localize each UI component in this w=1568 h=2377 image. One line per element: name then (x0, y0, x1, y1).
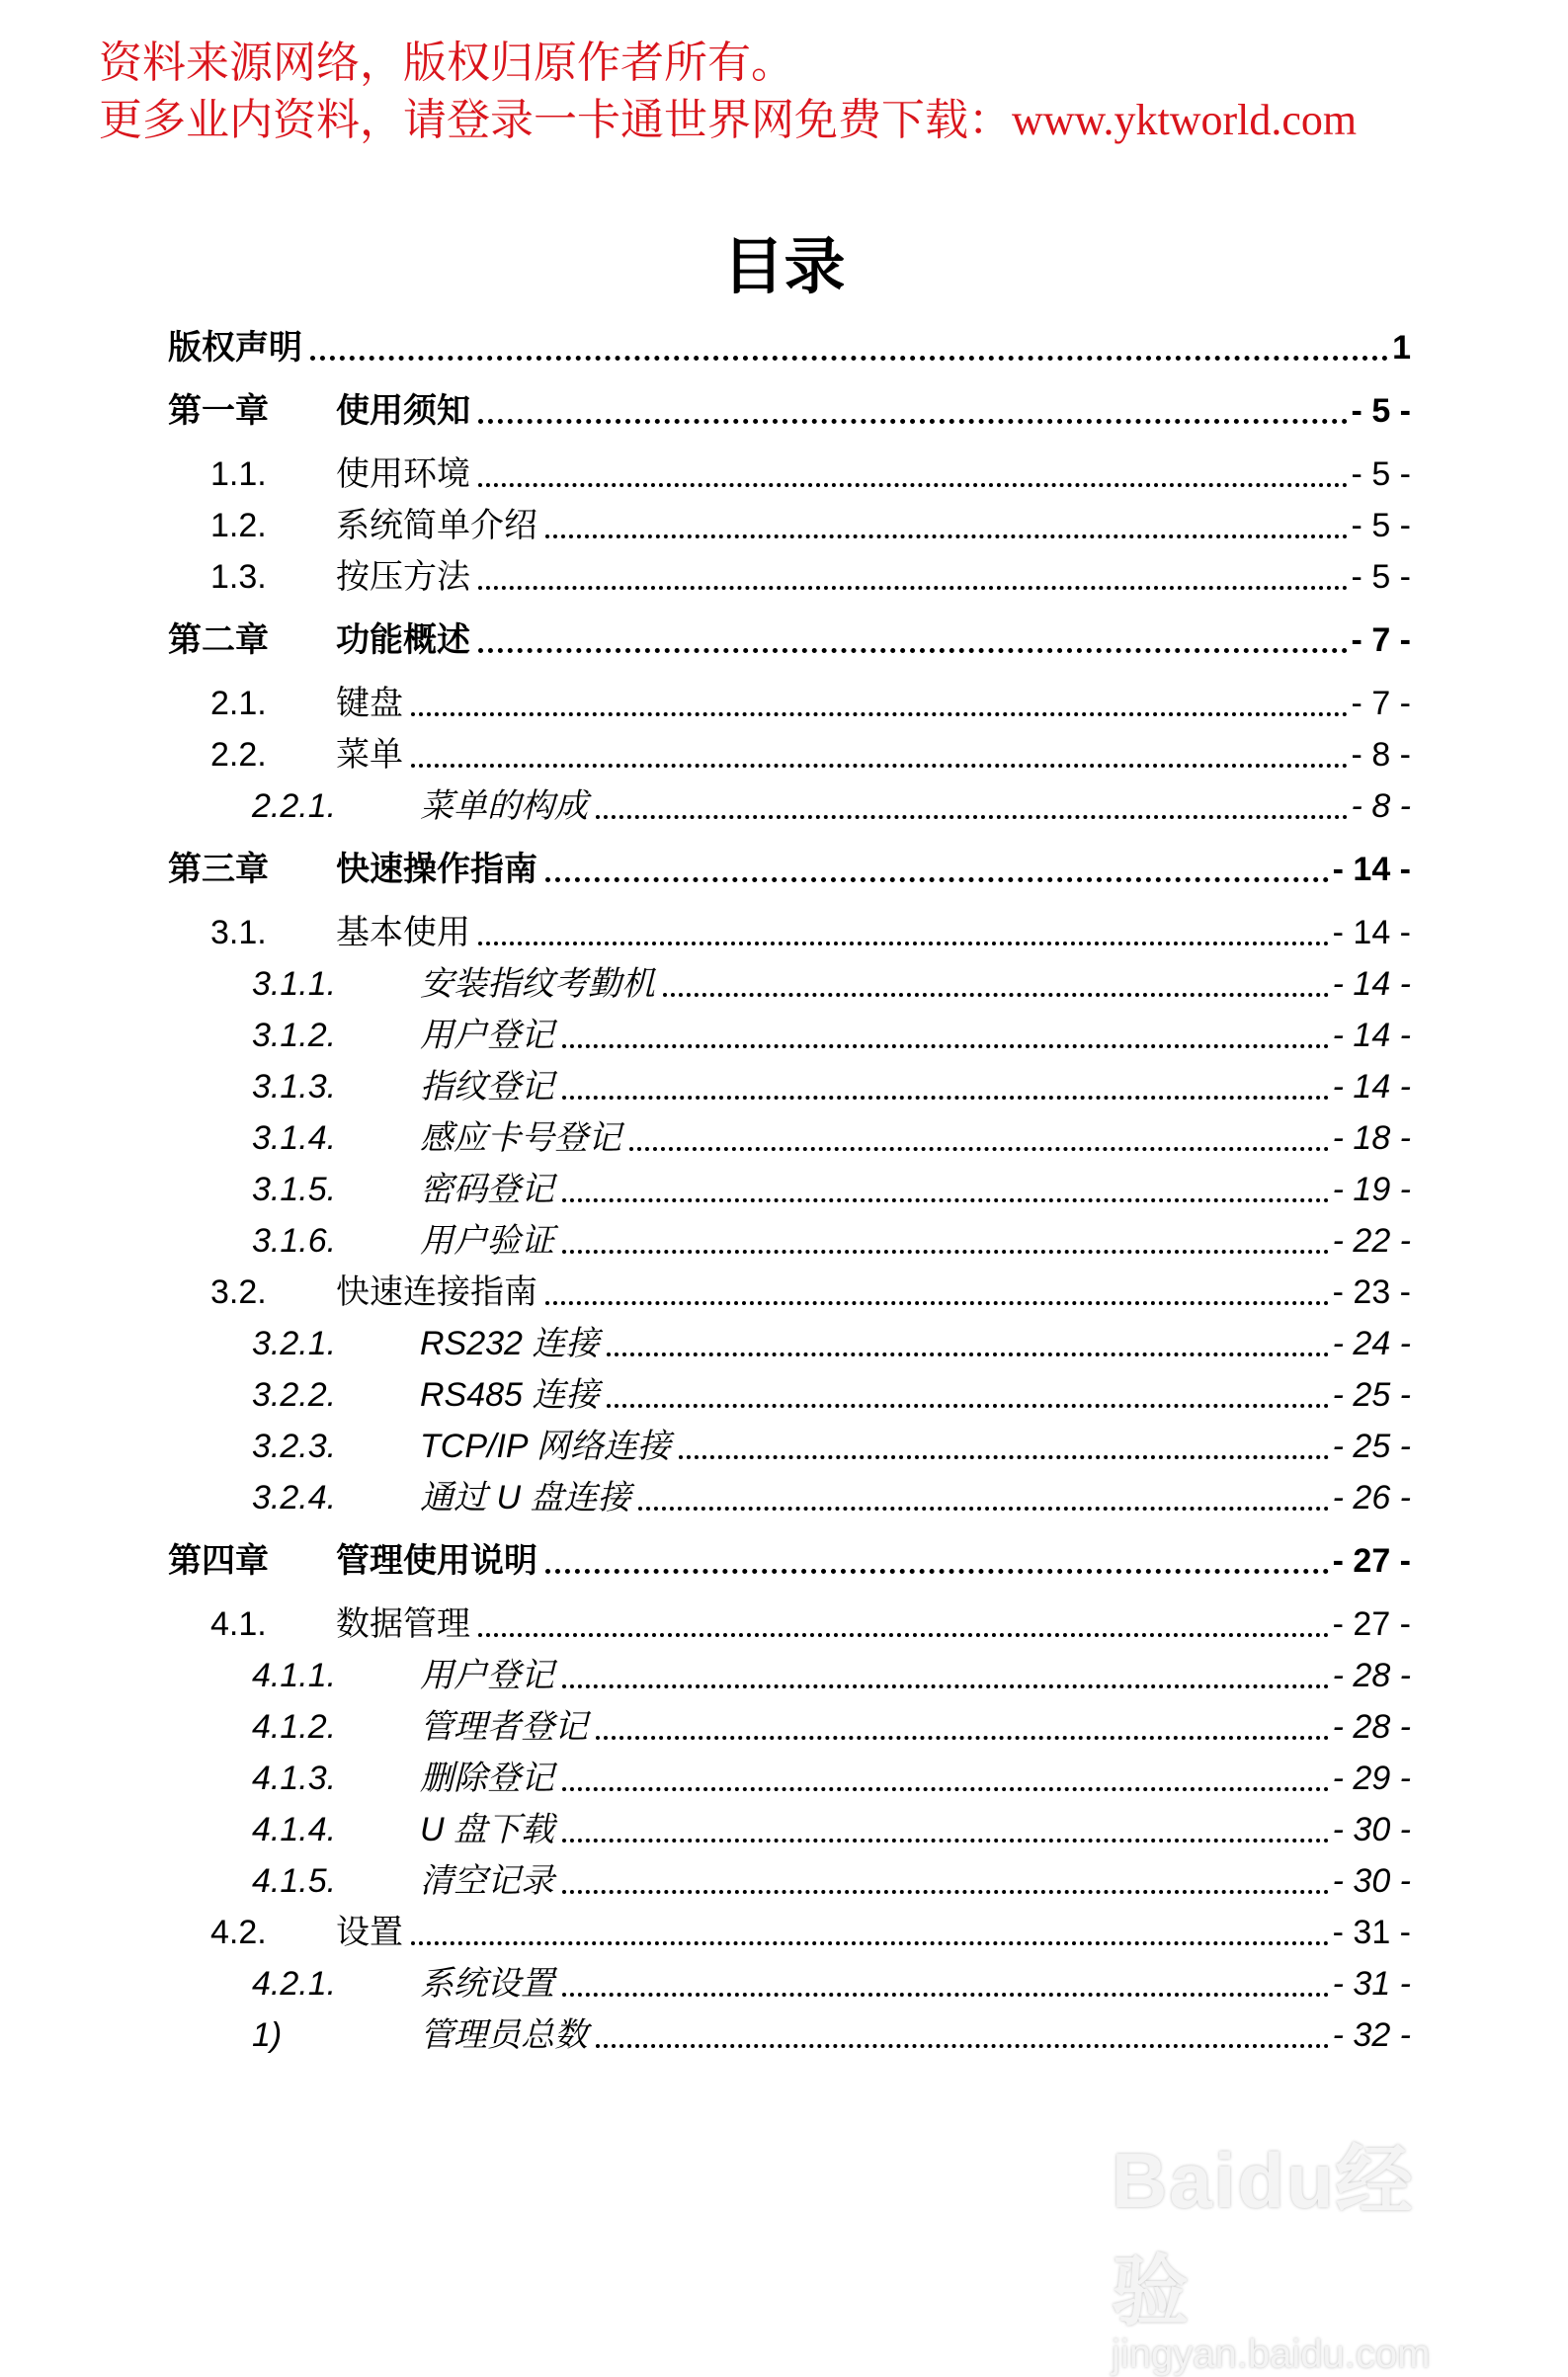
toc-entry-page: - 5 - (1351, 507, 1411, 544)
toc-entry-title: 清空记录 (420, 1862, 554, 1900)
toc-entry-title: 设置 (336, 1914, 403, 1951)
toc-entry-number: 4.1. (210, 1605, 267, 1643)
toc-entry[interactable] (168, 1010, 1411, 1061)
toc-entry-page: - 14 - (1332, 914, 1411, 951)
toc-entry[interactable] (168, 1061, 1411, 1112)
toc-entry-number: 4.2. (210, 1914, 267, 1951)
toc-entry-page: - 25 - (1332, 1428, 1411, 1465)
toc-entry-number: 3.1.2. (252, 1017, 337, 1054)
toc-entry-title: 管理者登记 (420, 1708, 588, 1746)
dot-leader (545, 1301, 1329, 1305)
toc-entry-title: 安装指纹考勤机 (420, 965, 655, 1003)
toc-entry-number: 3.2.4. (252, 1479, 337, 1516)
toc-entry[interactable] (168, 1701, 1411, 1753)
baidu-watermark (1112, 2119, 1477, 2376)
toc-entry[interactable] (168, 385, 1411, 437)
toc-entry[interactable] (168, 844, 1411, 895)
toc-entry-page: - 5 - (1351, 392, 1411, 430)
toc-entry-title: 感应卡号登记 (420, 1119, 621, 1157)
toc-entry-title: 版权声明 (168, 329, 302, 367)
toc-entry[interactable] (168, 1215, 1411, 1267)
toc-entry-title: 按压方法 (336, 558, 470, 596)
watermark-url: jingyan.baidu.com (1112, 2333, 1431, 2376)
toc-entry-title: 用户验证 (420, 1222, 554, 1260)
toc-entry-title: 使用须知 (336, 392, 470, 430)
toc-entry-number: 第一章 (168, 392, 269, 430)
toc-entry-page: - 29 - (1332, 1760, 1411, 1797)
toc-entry-page: - 25 - (1332, 1376, 1411, 1414)
page-title: 目录 (722, 230, 846, 302)
toc-entry-page: - 26 - (1332, 1479, 1411, 1516)
toc-entry-page: 1 (1392, 329, 1411, 367)
toc-entry-number: 第三章 (168, 851, 269, 888)
toc-entry[interactable] (168, 729, 1411, 780)
toc-entry-page: - 14 - (1332, 965, 1411, 1003)
toc-entry[interactable] (168, 958, 1411, 1010)
toc-entry-title: 删除登记 (420, 1760, 554, 1797)
toc-entry-page: - 14 - (1332, 1068, 1411, 1106)
toc-entry-page: - 14 - (1332, 851, 1411, 888)
toc-entry-title: 管理员总数 (420, 2016, 588, 2054)
toc-entry-title: RS485 连接 (420, 1376, 600, 1414)
toc-entry[interactable] (168, 322, 1411, 373)
toc-entry-number: 第二章 (168, 621, 269, 659)
toc-entry-number: 4.1.4. (252, 1811, 337, 1848)
dot-leader (596, 815, 1348, 819)
dot-leader (562, 1198, 1329, 1202)
toc-entry-page: - 22 - (1332, 1222, 1411, 1260)
toc-entry-page: - 8 - (1351, 787, 1411, 825)
toc-entry-page: - 30 - (1332, 1811, 1411, 1848)
toc-entry-title: 快速连接指南 (336, 1273, 537, 1311)
toc-entry-number: 1) (252, 2016, 283, 2054)
dot-leader (411, 1941, 1329, 1945)
toc-entry-page: - 18 - (1332, 1119, 1411, 1157)
toc-entry[interactable] (168, 1598, 1411, 1650)
toc-entry-number: 3.2.3. (252, 1428, 337, 1465)
toc-entry[interactable] (168, 2009, 1411, 2061)
toc-entry[interactable] (168, 678, 1411, 729)
toc-entry-number: 3.1.4. (252, 1119, 337, 1157)
dot-leader (411, 712, 1348, 716)
toc-entry[interactable] (168, 780, 1411, 832)
dot-leader (411, 764, 1348, 768)
toc-entry-number: 4.1.3. (252, 1760, 337, 1797)
toc-entry-title: 管理使用说明 (336, 1542, 537, 1580)
toc-entry-number: 3.2. (210, 1273, 267, 1311)
dot-leader (478, 586, 1348, 590)
toc-entry-number: 1.3. (210, 558, 267, 596)
toc-entry-page: - 7 - (1351, 621, 1411, 659)
toc-entry[interactable] (168, 1958, 1411, 2009)
toc-entry[interactable] (168, 1907, 1411, 1958)
toc-entry[interactable] (168, 1804, 1411, 1855)
toc-entry[interactable] (168, 1267, 1411, 1318)
toc-entry-page: - 24 - (1332, 1325, 1411, 1362)
toc-entry[interactable] (168, 1535, 1411, 1587)
dot-leader (478, 419, 1348, 424)
toc-entry[interactable] (168, 500, 1411, 551)
toc-entry-number: 4.1.1. (252, 1657, 337, 1694)
toc-entry-number: 3.1. (210, 914, 267, 951)
dot-leader (545, 877, 1329, 882)
toc-entry-number: 1.1. (210, 455, 267, 493)
dot-leader (562, 1839, 1329, 1843)
toc-entry-title: 使用环境 (336, 455, 470, 493)
toc-entry-page: - 27 - (1332, 1542, 1411, 1580)
toc-entry-title: 菜单 (336, 736, 403, 774)
toc-entry-number: 2.1. (210, 685, 267, 722)
toc-entry-title: 通过 U 盘连接 (420, 1479, 631, 1516)
toc-entry[interactable] (168, 1472, 1411, 1523)
dot-leader (478, 483, 1348, 487)
toc-entry-number: 3.2.2. (252, 1376, 337, 1414)
toc-entry-page: - 28 - (1332, 1708, 1411, 1746)
toc-entry[interactable] (168, 1650, 1411, 1701)
dot-leader (562, 1890, 1329, 1894)
dot-leader (562, 1787, 1329, 1791)
dot-leader (638, 1507, 1328, 1511)
dot-leader (679, 1455, 1329, 1459)
toc-entry-page: - 19 - (1332, 1171, 1411, 1208)
dot-leader (545, 534, 1348, 538)
dot-leader (562, 1096, 1329, 1100)
toc-entry-title: 用户登记 (420, 1657, 554, 1694)
watermark-logo: Baidu经验 (1112, 2137, 1415, 2335)
toc-entry[interactable] (168, 449, 1411, 500)
dot-leader (478, 942, 1329, 945)
dot-leader (478, 648, 1348, 653)
toc-entry-number: 3.2.1. (252, 1325, 337, 1362)
toc-entry-title: 基本使用 (336, 914, 470, 951)
toc-entry[interactable] (168, 1855, 1411, 1907)
toc-entry-title: 键盘 (336, 685, 403, 722)
dot-leader (663, 993, 1329, 997)
dot-leader (545, 1569, 1329, 1574)
dot-leader (562, 1684, 1329, 1688)
toc-entry-number: 3.1.5. (252, 1171, 337, 1208)
table-of-contents (168, 310, 1411, 2061)
toc-entry-title: TCP/IP 网络连接 (420, 1428, 671, 1465)
download-notice: 更多业内资料，请登录一卡通世界网免费下载：www.yktworld.com (99, 96, 1358, 144)
dot-leader (607, 1404, 1328, 1408)
dot-leader (562, 1250, 1329, 1254)
toc-entry-number: 4.1.2. (252, 1708, 337, 1746)
toc-entry-title: 数据管理 (336, 1605, 470, 1643)
dot-leader (629, 1147, 1329, 1151)
copyright-notice: 资料来源网络，版权归原作者所有。 (99, 39, 794, 87)
toc-entry[interactable] (168, 615, 1411, 666)
dot-leader (562, 1044, 1329, 1048)
toc-entry-title: 菜单的构成 (420, 787, 588, 825)
toc-entry-title: 用户登记 (420, 1017, 554, 1054)
toc-entry-page: - 31 - (1332, 1914, 1411, 1951)
toc-entry[interactable] (168, 1369, 1411, 1421)
toc-entry-page: - 5 - (1351, 455, 1411, 493)
toc-entry-page: - 23 - (1332, 1273, 1411, 1311)
toc-entry-page: - 30 - (1332, 1862, 1411, 1900)
toc-entry-page: - 32 - (1332, 2016, 1411, 2054)
toc-entry-page: - 5 - (1351, 558, 1411, 596)
toc-entry-number: 3.1.6. (252, 1222, 337, 1260)
toc-entry[interactable] (168, 1753, 1411, 1804)
toc-entry-number: 4.1.5. (252, 1862, 337, 1900)
toc-entry-number: 2.2. (210, 736, 267, 774)
toc-entry[interactable] (168, 1164, 1411, 1215)
toc-entry-number: 4.2.1. (252, 1965, 337, 2003)
dot-leader (596, 1736, 1329, 1740)
toc-entry-number: 3.1.3. (252, 1068, 337, 1106)
toc-entry[interactable] (168, 1318, 1411, 1369)
toc-entry-page: - 27 - (1332, 1605, 1411, 1643)
toc-entry-title: U 盘下载 (420, 1811, 554, 1848)
toc-entry[interactable] (168, 1421, 1411, 1472)
dot-leader (607, 1352, 1328, 1356)
toc-entry[interactable] (168, 907, 1411, 958)
toc-entry-page: - 14 - (1332, 1017, 1411, 1054)
toc-entry-title: 密码登记 (420, 1171, 554, 1208)
toc-entry-title: RS232 连接 (420, 1325, 600, 1362)
toc-entry-number: 1.2. (210, 507, 267, 544)
dot-leader (596, 2044, 1329, 2048)
toc-entry-title: 快速操作指南 (336, 851, 537, 888)
toc-entry-title: 系统设置 (420, 1965, 554, 2003)
toc-entry-page: - 28 - (1332, 1657, 1411, 1694)
toc-entry-page: - 8 - (1351, 736, 1411, 774)
toc-entry-title: 指纹登记 (420, 1068, 554, 1106)
toc-entry[interactable] (168, 551, 1411, 603)
toc-entry[interactable] (168, 1112, 1411, 1164)
dot-leader (478, 1633, 1329, 1637)
toc-entry-number: 第四章 (168, 1542, 269, 1580)
toc-entry-number: 2.2.1. (252, 787, 337, 825)
toc-entry-page: - 31 - (1332, 1965, 1411, 2003)
toc-entry-page: - 7 - (1351, 685, 1411, 722)
dot-leader (562, 1993, 1329, 1997)
toc-entry-title: 系统简单介绍 (336, 507, 537, 544)
toc-entry-title: 功能概述 (336, 621, 470, 659)
dot-leader (310, 356, 1388, 361)
toc-entry-number: 3.1.1. (252, 965, 337, 1003)
